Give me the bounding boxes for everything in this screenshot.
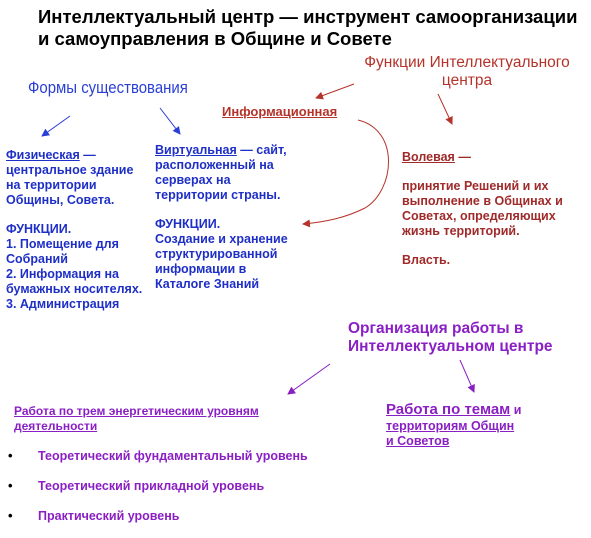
arrow-functions-to-informational [316,84,354,98]
volitional-power: Власть. [402,253,451,267]
energy-levels-title: Работа по трем энергетическим уровням деятельности [14,404,259,433]
bullet-icon: • [8,508,13,523]
arrow-informational-to-virtual [303,120,389,224]
physical-function-item: 1. Помещение для Собраний [6,237,119,266]
functions-heading: Функции Интеллектуального центра [364,54,570,89]
physical-function-item: 3. Администрация [6,297,120,311]
arrow-forms-to-physical [42,116,70,136]
energy-level-label: Практический уровень [38,509,180,523]
physical-form-desc: — центральное здание на территории Общины, Совета. [6,148,134,207]
volitional-dash: — [454,150,471,164]
physical-function-item: 2. Информация на бумажных носителях. [6,267,143,296]
topics-title-suffix: и [510,403,522,417]
volitional-description: принятие Решений и их выполнение в Общинах и Советах, определяющих жизнь территорий. [402,179,563,238]
bullet-icon: • [8,478,13,493]
forms-heading: Формы существования [28,78,188,97]
arrow-forms-to-virtual [160,108,180,134]
virtual-functions-title: ФУНКЦИИ. [155,217,221,231]
informational-function-label: Информационная [222,104,338,119]
physical-functions-title: ФУНКЦИИ. [6,222,72,236]
topics-line-3: и Советов [386,434,450,448]
arrow-organization-to-topics [460,360,474,392]
organization-heading: Организация работы в Интеллектуальном центре [348,320,553,355]
topics-line-2: территориям Общин [386,419,515,433]
energy-level-label: Теоретический прикладной уровень [38,479,265,493]
topics-title: Работа по темам [386,401,511,418]
arrow-organization-to-energy [288,364,330,394]
energy-level-label: Теоретический фундаментальный уровень [38,449,308,463]
volitional-name: Волевая [402,150,455,164]
virtual-form-name: Виртуальная [155,143,237,157]
diagram-title: Интеллектуальный центр — инструмент самоорганизации и самоуправления в Общине и Совете [38,6,578,49]
arrow-functions-to-volitional [438,94,452,124]
virtual-form-desc: — сайт, расположенный на серверах на территории страны. [155,143,287,202]
physical-form-name: Физическая [6,148,80,162]
bullet-icon: • [8,448,13,463]
virtual-functions-text: Создание и хранение структурированной информации в Каталоге Знаний [155,232,288,291]
